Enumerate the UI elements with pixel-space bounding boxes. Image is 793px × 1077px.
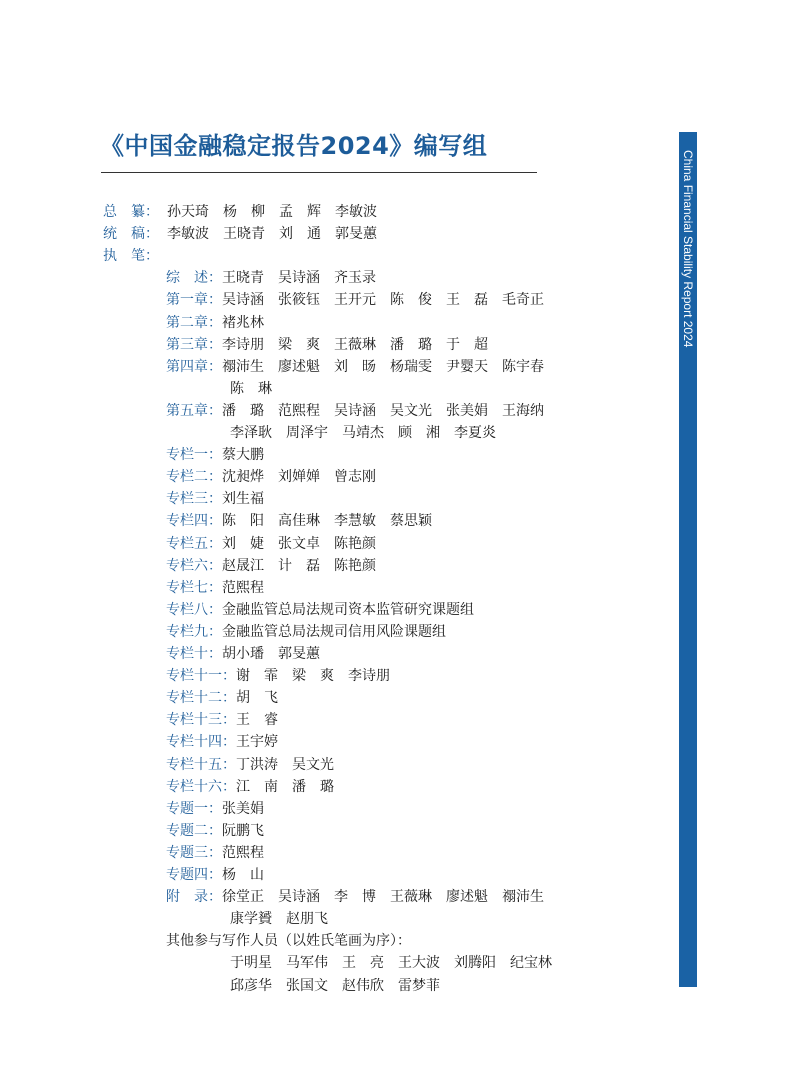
names-text: 江 南 潘 璐: [236, 778, 334, 795]
names-text: 丁洪涛 吴文光: [236, 756, 334, 773]
section-label: 综 述：: [166, 270, 222, 287]
names-text: 胡 飞: [236, 690, 278, 707]
names-text: 李泽耿 周泽宇 马靖杰 顾 湘 李夏炎: [230, 425, 496, 441]
section-credit-row: [166, 844, 264, 862]
title-divider: [101, 172, 537, 173]
names-text: 范熙程: [222, 844, 264, 861]
names-text: 王 睿: [236, 712, 278, 729]
section-credit-row: [166, 446, 264, 464]
section-label: 专栏十三：: [166, 712, 236, 729]
section-label: 第三章：: [166, 336, 222, 353]
section-credit-row: [166, 269, 376, 287]
section-label: 第一章：: [166, 292, 222, 309]
names-text: 陈 琳: [230, 380, 272, 397]
role-label: 总 纂：: [103, 204, 159, 220]
role-label: 执 笔：: [103, 248, 159, 265]
section-credit-row: [166, 756, 334, 774]
section-label: 第五章：: [166, 402, 222, 419]
names-text: 谢 霏 梁 爽 李诗朋: [236, 668, 390, 685]
section-credit-row: [166, 888, 544, 906]
section-label: 专栏十四：: [166, 734, 236, 751]
names-text: 邱彦华 张国文 赵伟欣 雷梦菲: [230, 977, 440, 994]
section-credit-row: [166, 778, 334, 796]
section-credit-row: [166, 468, 376, 486]
section-label: 附 录：: [166, 889, 222, 906]
section-credit-row: [166, 402, 544, 420]
section-label: 专题二：: [166, 822, 222, 839]
section-label: 专栏六：: [166, 557, 222, 574]
names-text: 蔡大鹏: [222, 447, 264, 464]
names-text: 康学贇 赵朋飞: [230, 911, 328, 928]
names-text: 金融监管总局法规司资本监管研究课题组: [222, 601, 474, 618]
section-credit-row: [166, 800, 264, 818]
top-credit-row: [103, 203, 377, 221]
names-text: 张美娟: [222, 800, 264, 817]
top-credit-row: [103, 225, 377, 243]
section-label: 专栏九：: [166, 623, 222, 640]
section-credit-continuation: [230, 424, 496, 442]
section-label: 专栏十六：: [166, 778, 236, 795]
section-credit-row: [166, 535, 376, 553]
names-text: 潘 璐 范熙程 吴诗涵 吴文光 张美娟 王海纳: [222, 402, 544, 419]
names-text: 范熙程: [222, 579, 264, 596]
names-text: 孙天琦 杨 柳 孟 辉 李敏波: [167, 204, 377, 220]
names-text: 褚兆林: [222, 314, 264, 331]
names-text: 金融监管总局法规司信用风险课题组: [222, 623, 446, 640]
section-credit-row: [166, 866, 264, 884]
section-label: 专栏七：: [166, 579, 222, 596]
section-credit-row: [166, 711, 278, 729]
section-credit-row: [166, 291, 544, 309]
names-text: 李敏波 王晓青 刘 通 郭旻蕙: [167, 226, 377, 243]
section-credit-row: [166, 667, 390, 685]
section-label: 专栏八：: [166, 601, 222, 618]
section-credit-row: [166, 512, 432, 530]
names-text: 吴诗涵 张筱钰 王开元 陈 俊 王 磊 毛奇正: [222, 292, 544, 309]
top-credit-row: [103, 247, 167, 265]
other-contributors-label: 其他参与写作人员（以姓氏笔画为序）：: [166, 933, 411, 950]
section-label: 专栏十二：: [166, 690, 236, 707]
section-label: 第二章：: [166, 314, 222, 331]
section-credit-row: [166, 579, 264, 597]
section-label: 专栏五：: [166, 535, 222, 552]
names-text: 阮鹏飞: [222, 822, 264, 839]
section-label: 专栏十：: [166, 646, 222, 662]
names-text: 王宇婷: [236, 734, 278, 751]
names-text: 刘 婕 张文卓 陈艳颜: [222, 535, 376, 552]
names-text: 杨 山: [222, 867, 264, 883]
other-contributors-label-row: [166, 932, 411, 950]
section-credit-row: [166, 645, 320, 663]
side-band-text: China Financial Stability Report 2024: [681, 150, 695, 348]
names-text: 于明星 马军伟 王 亮 王大波 刘腾阳 纪宝林: [230, 955, 552, 972]
section-label: 第四章：: [166, 358, 222, 375]
section-label: 专题三：: [166, 844, 222, 861]
section-credit-row: [166, 733, 278, 751]
section-label: 专栏一：: [166, 447, 222, 464]
section-credit-row: [166, 490, 264, 508]
names-text: 沈昶烨 刘婵婵 曾志刚: [222, 469, 376, 486]
names-text: 刘生福: [222, 491, 264, 508]
section-label: 专题四：: [166, 867, 222, 883]
section-label: 专栏四：: [166, 513, 222, 530]
section-credit-continuation: [230, 380, 272, 398]
section-label: 专栏十五：: [166, 756, 236, 773]
names-text: 李诗朋 梁 爽 王薇琳 潘 璐 于 超: [222, 336, 488, 353]
names-text: 王晓青 吴诗涵 齐玉录: [222, 270, 376, 287]
page-title: 《中国金融稳定报告2024》编写组: [100, 132, 488, 160]
section-label: 专栏十一：: [166, 668, 236, 685]
names-text: 禤沛生 廖述魁 刘 旸 杨瑞雯 尹婴天 陈宇春: [222, 358, 544, 375]
section-credit-row: [166, 623, 446, 641]
section-credit-row: [166, 601, 474, 619]
section-label: 专栏三：: [166, 491, 222, 508]
names-text: 赵晟江 计 磊 陈艳颜: [222, 557, 376, 574]
names-text: 胡小璠 郭旻蕙: [222, 646, 320, 662]
other-contributors-row: [230, 977, 440, 995]
section-credit-row: [166, 822, 264, 840]
section-credit-row: [166, 314, 264, 332]
other-contributors-row: [230, 954, 552, 972]
names-text: 陈 阳 高佳琳 李慧敏 蔡思颖: [222, 513, 432, 530]
role-label: 统 稿：: [103, 226, 159, 243]
section-credit-row: [166, 358, 544, 376]
section-credit-row: [166, 336, 488, 354]
section-credit-continuation: [230, 910, 328, 928]
section-credit-row: [166, 689, 278, 707]
section-label: 专题一：: [166, 800, 222, 817]
names-text: 徐堂正 吴诗涵 李 博 王薇琳 廖述魁 禤沛生: [222, 889, 544, 906]
section-label: 专栏二：: [166, 469, 222, 486]
section-credit-row: [166, 557, 376, 575]
